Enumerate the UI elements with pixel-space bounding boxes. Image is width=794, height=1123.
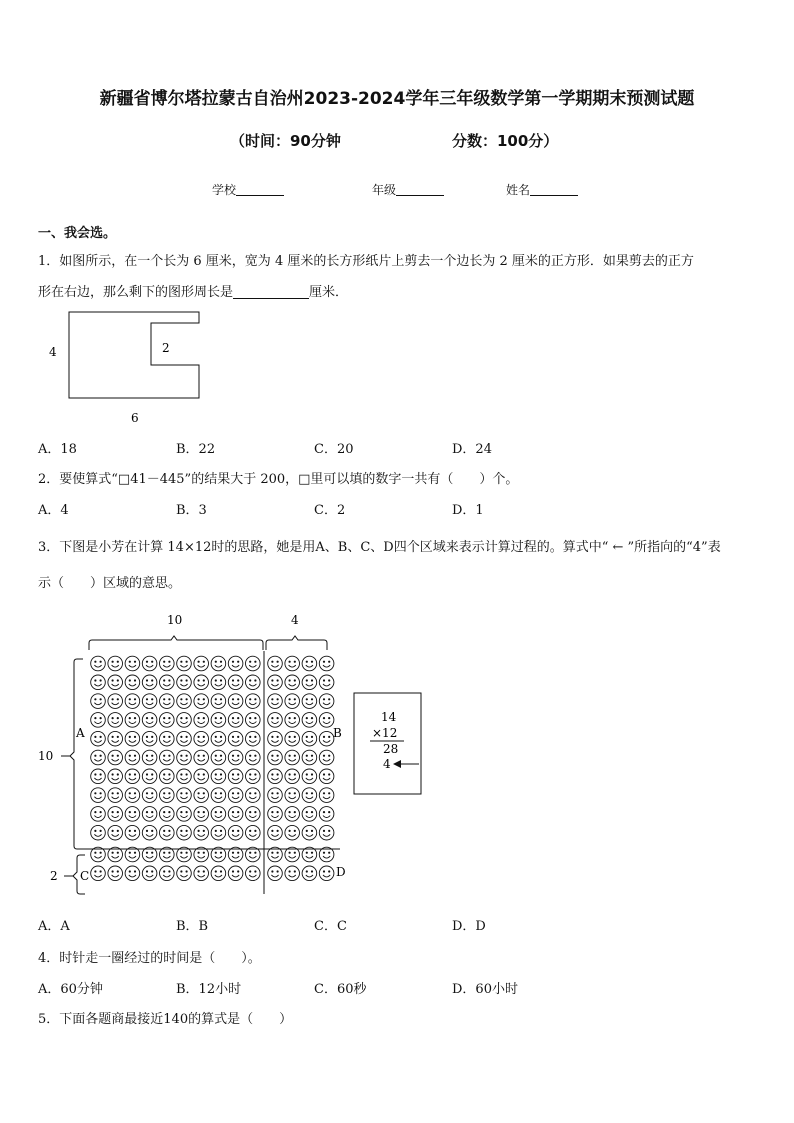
smiley-icon <box>285 807 300 822</box>
q3-smiley-grid <box>91 656 334 880</box>
smiley-icon <box>285 769 300 784</box>
smiley-icon <box>125 675 140 690</box>
smiley-icon <box>211 788 226 803</box>
smiley-icon <box>211 675 226 690</box>
q2-text: 2．要使算式“□41－445”的结果大于 200，□里可以填的数字一共有（ ）个。 <box>38 472 519 487</box>
q3-top-brace-10 <box>89 636 263 650</box>
smiley-icon <box>177 788 192 803</box>
grade-field[interactable] <box>372 181 444 198</box>
smiley-icon <box>302 713 317 728</box>
smiley-icon <box>319 825 334 840</box>
smiley-icon <box>211 866 226 881</box>
smiley-icon <box>268 694 283 709</box>
smiley-icon <box>302 675 317 690</box>
smiley-icon <box>177 713 192 728</box>
smiley-icon <box>246 825 261 840</box>
q2-option-b[interactable]: B．3 <box>176 503 207 518</box>
smiley-icon <box>228 675 243 690</box>
smiley-icon <box>177 731 192 746</box>
smiley-icon <box>142 807 157 822</box>
smiley-icon <box>211 713 226 728</box>
smiley-icon <box>302 769 317 784</box>
q3-option-b[interactable]: B．B <box>176 919 209 934</box>
q1-text-a: 形在右边，那么剩下的图形周长是 <box>38 285 234 300</box>
q4-text: 4．时针走一圈经过的时间是（ ）。 <box>38 951 261 966</box>
q1-cut-label: 2 <box>162 341 170 355</box>
smiley-icon <box>228 807 243 822</box>
smiley-icon <box>319 731 334 746</box>
smiley-icon <box>319 788 334 803</box>
smiley-icon <box>194 694 209 709</box>
smiley-icon <box>319 750 334 765</box>
smiley-icon <box>285 788 300 803</box>
smiley-icon <box>228 825 243 840</box>
q3-arrow-icon <box>393 760 419 768</box>
smiley-icon <box>160 731 175 746</box>
name-label: 姓名 <box>506 183 531 197</box>
smiley-icon <box>246 731 261 746</box>
smiley-icon <box>319 713 334 728</box>
smiley-icon <box>125 807 140 822</box>
smiley-icon <box>177 769 192 784</box>
smiley-icon <box>302 731 317 746</box>
smiley-icon <box>285 694 300 709</box>
smiley-icon <box>108 769 123 784</box>
smiley-icon <box>160 750 175 765</box>
smiley-icon <box>194 675 209 690</box>
smiley-icon <box>302 656 317 671</box>
smiley-icon <box>194 713 209 728</box>
smiley-icon <box>268 750 283 765</box>
smiley-icon <box>125 750 140 765</box>
smiley-icon <box>302 825 317 840</box>
smiley-icon <box>268 769 283 784</box>
smiley-icon <box>211 694 226 709</box>
q3-top-right-label: 4 <box>291 613 299 627</box>
smiley-icon <box>108 750 123 765</box>
smiley-icon <box>91 675 106 690</box>
smiley-icon <box>142 769 157 784</box>
smiley-icon <box>246 807 261 822</box>
exam-score: 分数：100分） <box>452 132 559 150</box>
smiley-icon <box>285 750 300 765</box>
smiley-icon <box>125 769 140 784</box>
smiley-icon <box>246 675 261 690</box>
smiley-icon <box>108 825 123 840</box>
smiley-icon <box>91 731 106 746</box>
smiley-icon <box>125 866 140 881</box>
smiley-icon <box>160 825 175 840</box>
smiley-icon <box>319 694 334 709</box>
smiley-icon <box>228 866 243 881</box>
q3-option-a[interactable]: A．A <box>38 919 70 934</box>
q1-text-b: 厘米． <box>309 285 349 300</box>
smiley-icon <box>268 807 283 822</box>
smiley-icon <box>268 788 283 803</box>
smiley-icon <box>211 769 226 784</box>
q3-calc-line3: 28 <box>383 742 399 756</box>
q1-figure <box>40 305 220 430</box>
page-title: 新疆省博尔塔拉蒙古自治州2023-2024学年三年级数学第一学期期末预测试题 <box>99 89 695 109</box>
exam-time: （时间：90分钟 <box>230 132 341 150</box>
smiley-icon <box>246 694 261 709</box>
smiley-icon <box>319 675 334 690</box>
smiley-icon <box>194 825 209 840</box>
smiley-icon <box>142 713 157 728</box>
smiley-icon <box>246 713 261 728</box>
q4-option-c[interactable]: C．60秒 <box>314 982 367 997</box>
smiley-icon <box>285 713 300 728</box>
q3-text-line1: 3．下图是小芳在计算 14×12时的思路，她是用A、B、C、D四个区域来表示计算过程的。算式中“ ← ”所指向的“4”表 <box>38 540 721 555</box>
smiley-icon <box>125 788 140 803</box>
smiley-icon <box>268 656 283 671</box>
smiley-icon <box>211 750 226 765</box>
smiley-icon <box>91 656 106 671</box>
smiley-icon <box>194 866 209 881</box>
q3-region-a: A <box>76 726 85 740</box>
smiley-icon <box>142 731 157 746</box>
q3-top-brace-4 <box>266 636 327 650</box>
smiley-icon <box>302 750 317 765</box>
smiley-icon <box>125 825 140 840</box>
smiley-icon <box>302 866 317 881</box>
q3-text-line2: 示（ ）区域的意思。 <box>38 576 182 591</box>
smiley-icon <box>228 713 243 728</box>
smiley-icon <box>142 750 157 765</box>
smiley-icon <box>194 807 209 822</box>
smiley-icon <box>246 788 261 803</box>
smiley-icon <box>177 825 192 840</box>
smiley-icon <box>302 788 317 803</box>
q3-region-c: C <box>80 869 90 883</box>
smiley-icon <box>160 694 175 709</box>
smiley-icon <box>160 713 175 728</box>
smiley-icon <box>268 713 283 728</box>
smiley-icon <box>177 866 192 881</box>
smiley-icon <box>228 656 243 671</box>
q3-region-b: B <box>333 726 342 740</box>
smiley-icon <box>177 807 192 822</box>
smiley-icon <box>246 769 261 784</box>
smiley-icon <box>125 694 140 709</box>
smiley-icon <box>142 866 157 881</box>
smiley-icon <box>194 750 209 765</box>
q5-text: 5．下面各题商最接近140的算式是（ ） <box>38 1012 293 1027</box>
smiley-icon <box>91 694 106 709</box>
smiley-icon <box>160 866 175 881</box>
smiley-icon <box>246 750 261 765</box>
q3-option-d[interactable]: D．D <box>452 919 486 934</box>
smiley-icon <box>228 694 243 709</box>
smiley-icon <box>177 694 192 709</box>
smiley-icon <box>228 769 243 784</box>
q3-figure <box>30 605 430 900</box>
smiley-icon <box>91 769 106 784</box>
school-blank[interactable] <box>236 182 284 196</box>
smiley-icon <box>91 750 106 765</box>
smiley-icon <box>91 866 106 881</box>
smiley-icon <box>177 656 192 671</box>
q3-left-top-label: 10 <box>38 749 54 763</box>
q4-option-a[interactable]: A．60分钟 <box>38 982 103 997</box>
smiley-icon <box>108 656 123 671</box>
smiley-icon <box>285 656 300 671</box>
q1-option-c[interactable]: C．20 <box>314 442 354 457</box>
smiley-icon <box>211 807 226 822</box>
smiley-icon <box>108 788 123 803</box>
smiley-icon <box>285 675 300 690</box>
name-field[interactable] <box>506 181 578 198</box>
smiley-icon <box>125 731 140 746</box>
q1-option-a[interactable]: A．18 <box>38 442 77 457</box>
smiley-icon <box>160 788 175 803</box>
q3-left-brace-10 <box>70 659 83 849</box>
q1-text-line1: 1．如图所示，在一个长为 6 厘米，宽为 4 厘米的长方形纸片上剪去一个边长为 2 厘米的正方形．如果剪去的正方 <box>38 254 694 269</box>
smiley-icon <box>268 866 283 881</box>
smiley-icon <box>194 656 209 671</box>
smiley-icon <box>142 788 157 803</box>
smiley-icon <box>302 807 317 822</box>
smiley-icon <box>160 675 175 690</box>
smiley-icon <box>142 675 157 690</box>
smiley-icon <box>108 675 123 690</box>
smiley-icon <box>246 656 261 671</box>
q1-answer-blank[interactable] <box>233 284 309 299</box>
smiley-icon <box>211 656 226 671</box>
smiley-icon <box>125 713 140 728</box>
smiley-icon <box>194 731 209 746</box>
smiley-icon <box>211 731 226 746</box>
q1-height-label: 4 <box>49 345 57 359</box>
q1-width-label: 6 <box>131 411 139 425</box>
smiley-icon <box>160 656 175 671</box>
smiley-icon <box>108 713 123 728</box>
smiley-icon <box>285 825 300 840</box>
smiley-icon <box>142 694 157 709</box>
smiley-icon <box>142 825 157 840</box>
q3-top-left-label: 10 <box>167 613 183 627</box>
q1-option-d[interactable]: D．24 <box>452 442 492 457</box>
smiley-icon <box>211 825 226 840</box>
q3-region-d: D <box>336 865 346 879</box>
q1-text-line2 <box>38 281 348 300</box>
q1-shape-outline <box>69 312 199 398</box>
smiley-icon <box>319 656 334 671</box>
smiley-icon <box>285 866 300 881</box>
smiley-icon <box>194 788 209 803</box>
smiley-icon <box>108 866 123 881</box>
school-field[interactable] <box>212 181 284 198</box>
smiley-icon <box>228 750 243 765</box>
smiley-icon <box>228 731 243 746</box>
q3-calc-line1: 14 <box>381 710 397 724</box>
smiley-icon <box>91 807 106 822</box>
smiley-icon <box>125 656 140 671</box>
smiley-icon <box>194 769 209 784</box>
q4-option-d[interactable]: D．60小时 <box>452 982 518 997</box>
smiley-icon <box>108 807 123 822</box>
smiley-icon <box>268 675 283 690</box>
smiley-icon <box>160 769 175 784</box>
smiley-icon <box>246 866 261 881</box>
smiley-icon <box>177 675 192 690</box>
smiley-icon <box>160 807 175 822</box>
name-blank[interactable] <box>530 182 578 196</box>
smiley-icon <box>319 807 334 822</box>
grade-blank[interactable] <box>396 182 444 196</box>
smiley-icon <box>177 750 192 765</box>
smiley-icon <box>91 788 106 803</box>
q3-option-c[interactable]: C．C <box>314 919 347 934</box>
q3-calc-line2: ×12 <box>372 726 398 740</box>
smiley-icon <box>268 731 283 746</box>
q3-left-bottom-label: 2 <box>50 869 58 883</box>
school-label: 学校 <box>212 183 237 197</box>
smiley-icon <box>268 825 283 840</box>
q1-option-b[interactable]: B．22 <box>176 442 216 457</box>
smiley-icon <box>228 788 243 803</box>
q2-option-d[interactable]: D．1 <box>452 503 484 518</box>
grade-label: 年级 <box>372 183 397 197</box>
smiley-icon <box>91 713 106 728</box>
smiley-icon <box>91 825 106 840</box>
smiley-icon <box>108 694 123 709</box>
q3-calc-line4: 4 <box>383 757 391 771</box>
q2-option-c[interactable]: C．2 <box>314 503 346 518</box>
q2-option-a[interactable]: A．4 <box>38 503 69 518</box>
smiley-icon <box>285 731 300 746</box>
smiley-icon <box>142 656 157 671</box>
smiley-icon <box>319 866 334 881</box>
smiley-icon <box>319 769 334 784</box>
section-title: 一、我会选。 <box>38 226 117 241</box>
q4-option-b[interactable]: B．12小时 <box>176 982 242 997</box>
smiley-icon <box>108 731 123 746</box>
smiley-icon <box>302 694 317 709</box>
